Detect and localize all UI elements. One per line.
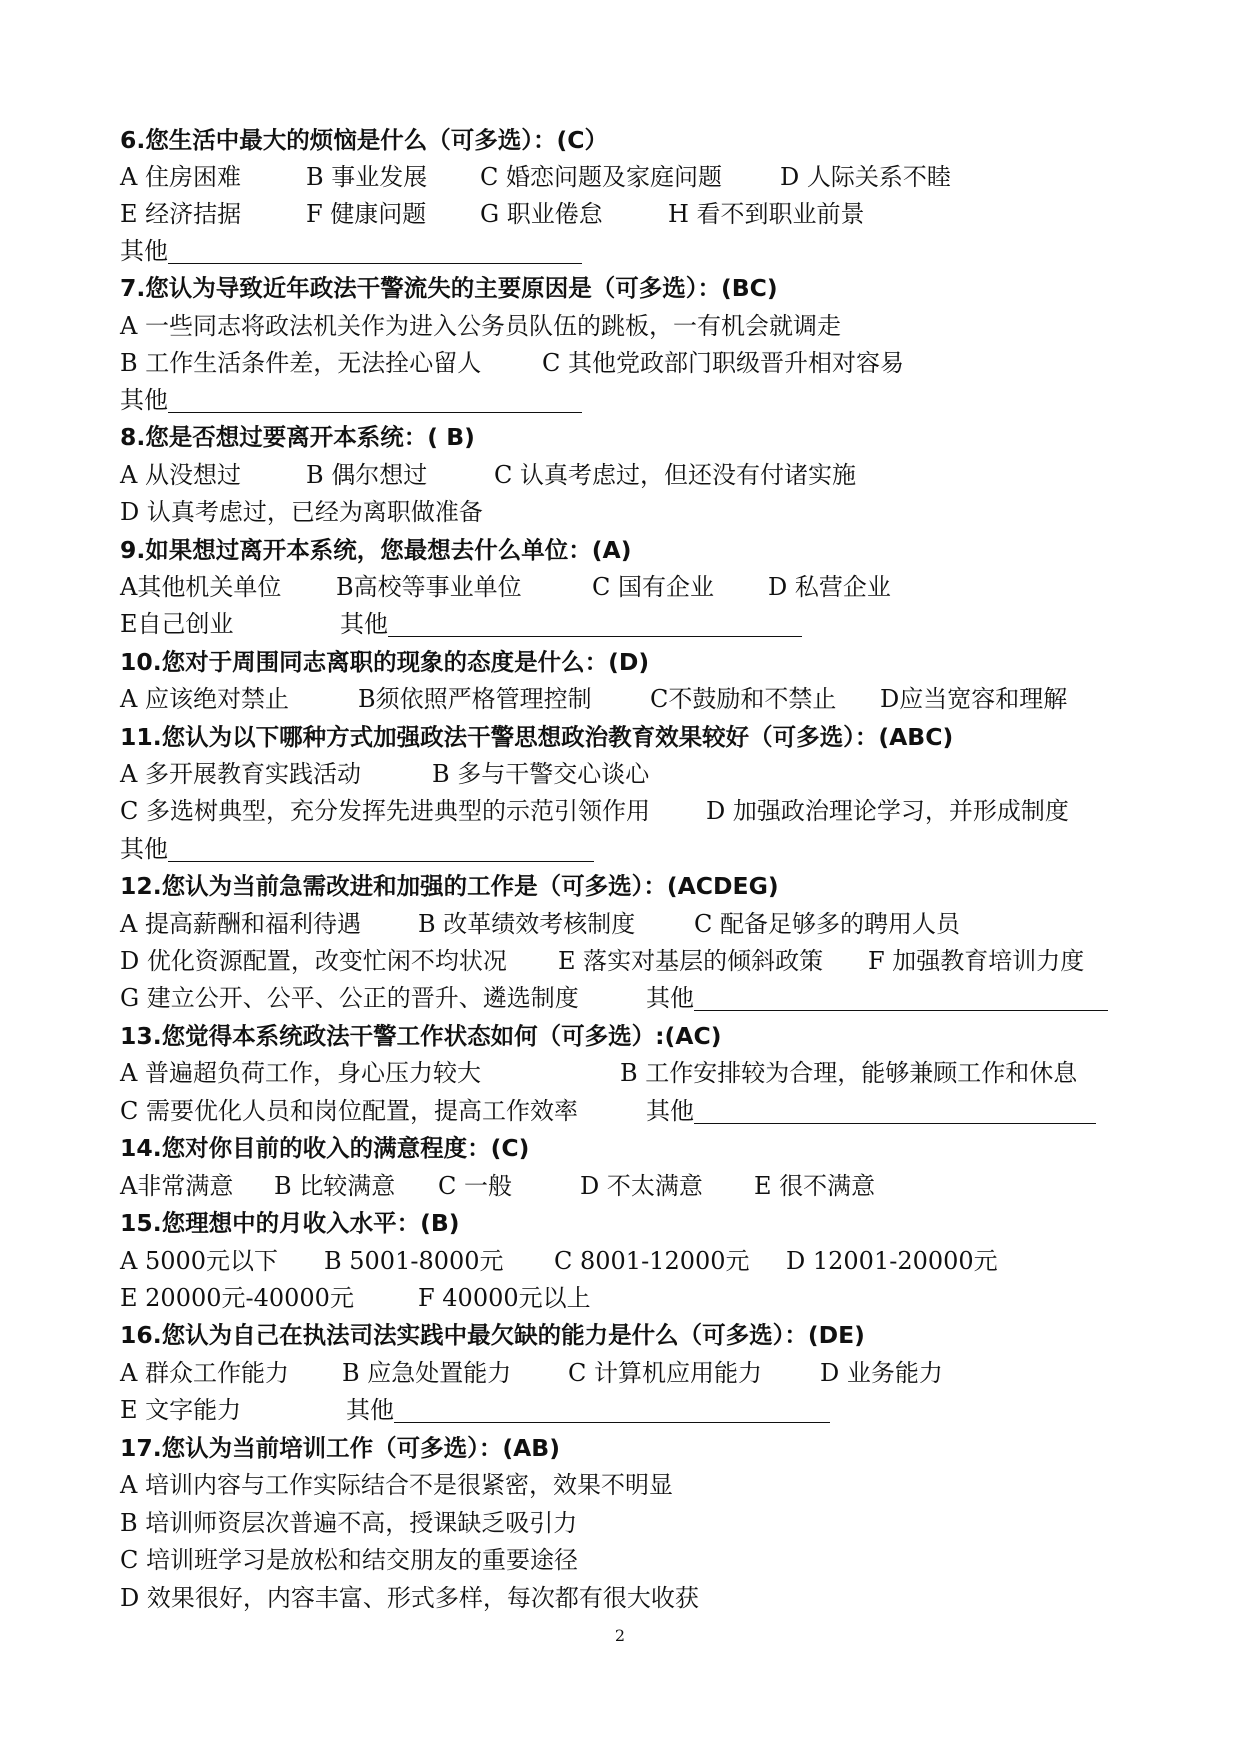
option-d: D 不太满意 <box>580 1172 703 1200</box>
option-f: F 40000元以上 <box>418 1284 591 1312</box>
question-17-option-c: C 培训班学习是放松和结交朋友的重要途径 <box>120 1546 578 1574</box>
option-c: C 需要优化人员和岗位配置，提高工作效率 <box>120 1097 578 1125</box>
option-a: A 群众工作能力 <box>120 1359 289 1387</box>
option-c: C 8001-12000元 <box>554 1247 750 1275</box>
option-e: E 很不满意 <box>754 1172 876 1200</box>
option-b: B须依照严格管理控制 <box>358 685 592 713</box>
other-blank[interactable] <box>168 830 594 862</box>
option-b: B 事业发展 <box>306 163 428 191</box>
other-label: 其他 <box>646 984 694 1012</box>
other-blank[interactable] <box>168 232 582 264</box>
other-blank[interactable] <box>694 1092 1096 1124</box>
question-14-title: 14.您对你目前的收入的满意程度：(C) <box>120 1134 530 1162</box>
option-b: B 应急处置能力 <box>342 1359 512 1387</box>
option-c: C 一般 <box>438 1172 512 1200</box>
question-17-title: 17.您认为当前培训工作（可多选）：(AB) <box>120 1434 560 1462</box>
option-c: C 配备足够多的聘用人员 <box>694 910 960 938</box>
option-a: A其他机关单位 <box>120 573 282 601</box>
option-h: H 看不到职业前景 <box>668 200 865 228</box>
option-d: D 业务能力 <box>820 1359 943 1387</box>
option-b: B 工作安排较为合理，能够兼顾工作和休息 <box>620 1059 1078 1087</box>
option-d: D应当宽容和理解 <box>880 685 1068 713</box>
other-label: 其他 <box>346 1396 394 1424</box>
question-17-option-d: D 效果很好，内容丰富、形式多样，每次都有很大收获 <box>120 1584 699 1612</box>
other-label: 其他 <box>646 1097 694 1125</box>
option-f: F 加强教育培训力度 <box>868 947 1085 975</box>
question-10-title: 10.您对于周围同志离职的现象的态度是什么：(D) <box>120 648 650 676</box>
option-b: B 5001-8000元 <box>324 1247 504 1275</box>
option-c: C 多选树典型，充分发挥先进典型的示范引领作用 <box>120 797 650 825</box>
option-b: B 偶尔想过 <box>306 461 428 489</box>
option-b: B 改革绩效考核制度 <box>418 910 636 938</box>
page-number: 2 <box>614 1626 626 1645</box>
option-e: E自己创业 <box>120 610 234 638</box>
question-17-option-b: B 培训师资层次普遍不高，授课缺乏吸引力 <box>120 1509 578 1537</box>
option-g: G 职业倦怠 <box>480 200 603 228</box>
option-a: A 一些同志将政法机关作为进入公务员队伍的跳板，一有机会就调走 <box>120 312 841 340</box>
question-8-title: 8.您是否想过要离开本系统：( B) <box>120 423 475 451</box>
option-c: C不鼓励和不禁止 <box>650 685 837 713</box>
question-6-title: 6.您生活中最大的烦恼是什么（可多选）：(C） <box>120 126 609 154</box>
option-a: A 5000元以下 <box>120 1247 279 1275</box>
option-a: A 应该绝对禁止 <box>120 685 289 713</box>
option-d: D 认真考虑过，已经为离职做准备 <box>120 498 483 526</box>
option-a: A 普遍超负荷工作，身心压力较大 <box>120 1059 481 1087</box>
question-17-option-a: A 培训内容与工作实际结合不是很紧密，效果不明显 <box>120 1471 673 1499</box>
question-7-title: 7.您认为导致近年政法干警流失的主要原因是（可多选）：(BC) <box>120 274 778 302</box>
question-13-title: 13.您觉得本系统政法干警工作状态如何（可多选）:(AC) <box>120 1022 722 1050</box>
question-15-title: 15.您理想中的月收入水平：(B) <box>120 1209 460 1237</box>
option-d: D 人际关系不睦 <box>780 163 951 191</box>
question-16-title: 16.您认为自己在执法司法实践中最欠缺的能力是什么（可多选）：(DE) <box>120 1321 865 1349</box>
question-9-title: 9.如果想过离开本系统，您最想去什么单位：(A) <box>120 536 632 564</box>
option-g: G 建立公开、公平、公正的晋升、遴选制度 <box>120 984 579 1012</box>
option-c: C 其他党政部门职级晋升相对容易 <box>542 349 904 377</box>
option-e: E 文字能力 <box>120 1396 242 1424</box>
option-b: B 工作生活条件差，无法拴心留人 <box>120 349 482 377</box>
option-e: E 经济拮据 <box>120 200 242 228</box>
option-d: D 加强政治理论学习，并形成制度 <box>706 797 1069 825</box>
other-label: 其他 <box>120 835 168 863</box>
option-a: A非常满意 <box>120 1172 234 1200</box>
question-12-title: 12.您认为当前急需改进和加强的工作是（可多选）：(ACDEG) <box>120 872 779 900</box>
option-a: A 提高薪酬和福利待遇 <box>120 910 361 938</box>
other-blank[interactable] <box>168 381 582 413</box>
option-b: B高校等事业单位 <box>336 573 522 601</box>
option-e: E 20000元-40000元 <box>120 1284 354 1312</box>
option-c: C 婚恋问题及家庭问题 <box>480 163 722 191</box>
option-d: D 私营企业 <box>768 573 891 601</box>
option-d: D 12001-20000元 <box>786 1247 998 1275</box>
option-e: E 落实对基层的倾斜政策 <box>558 947 824 975</box>
option-a: A 住房困难 <box>120 163 241 191</box>
option-b: B 多与干警交心谈心 <box>432 760 650 788</box>
option-f: F 健康问题 <box>306 200 427 228</box>
other-blank[interactable] <box>388 605 802 637</box>
option-c: C 计算机应用能力 <box>568 1359 762 1387</box>
option-a: A 多开展教育实践活动 <box>120 760 361 788</box>
option-a: A 从没想过 <box>120 461 241 489</box>
other-blank[interactable] <box>394 1391 830 1423</box>
other-label: 其他 <box>120 237 168 265</box>
question-11-title: 11.您认为以下哪种方式加强政法干警思想政治教育效果较好（可多选）：(ABC) <box>120 723 954 751</box>
other-label: 其他 <box>120 386 168 414</box>
option-c: C 国有企业 <box>592 573 714 601</box>
other-label: 其他 <box>340 610 388 638</box>
other-blank[interactable] <box>694 979 1108 1011</box>
option-b: B 比较满意 <box>274 1172 396 1200</box>
option-c: C 认真考虑过，但还没有付诸实施 <box>494 461 856 489</box>
option-d: D 优化资源配置，改变忙闲不均状况 <box>120 947 507 975</box>
